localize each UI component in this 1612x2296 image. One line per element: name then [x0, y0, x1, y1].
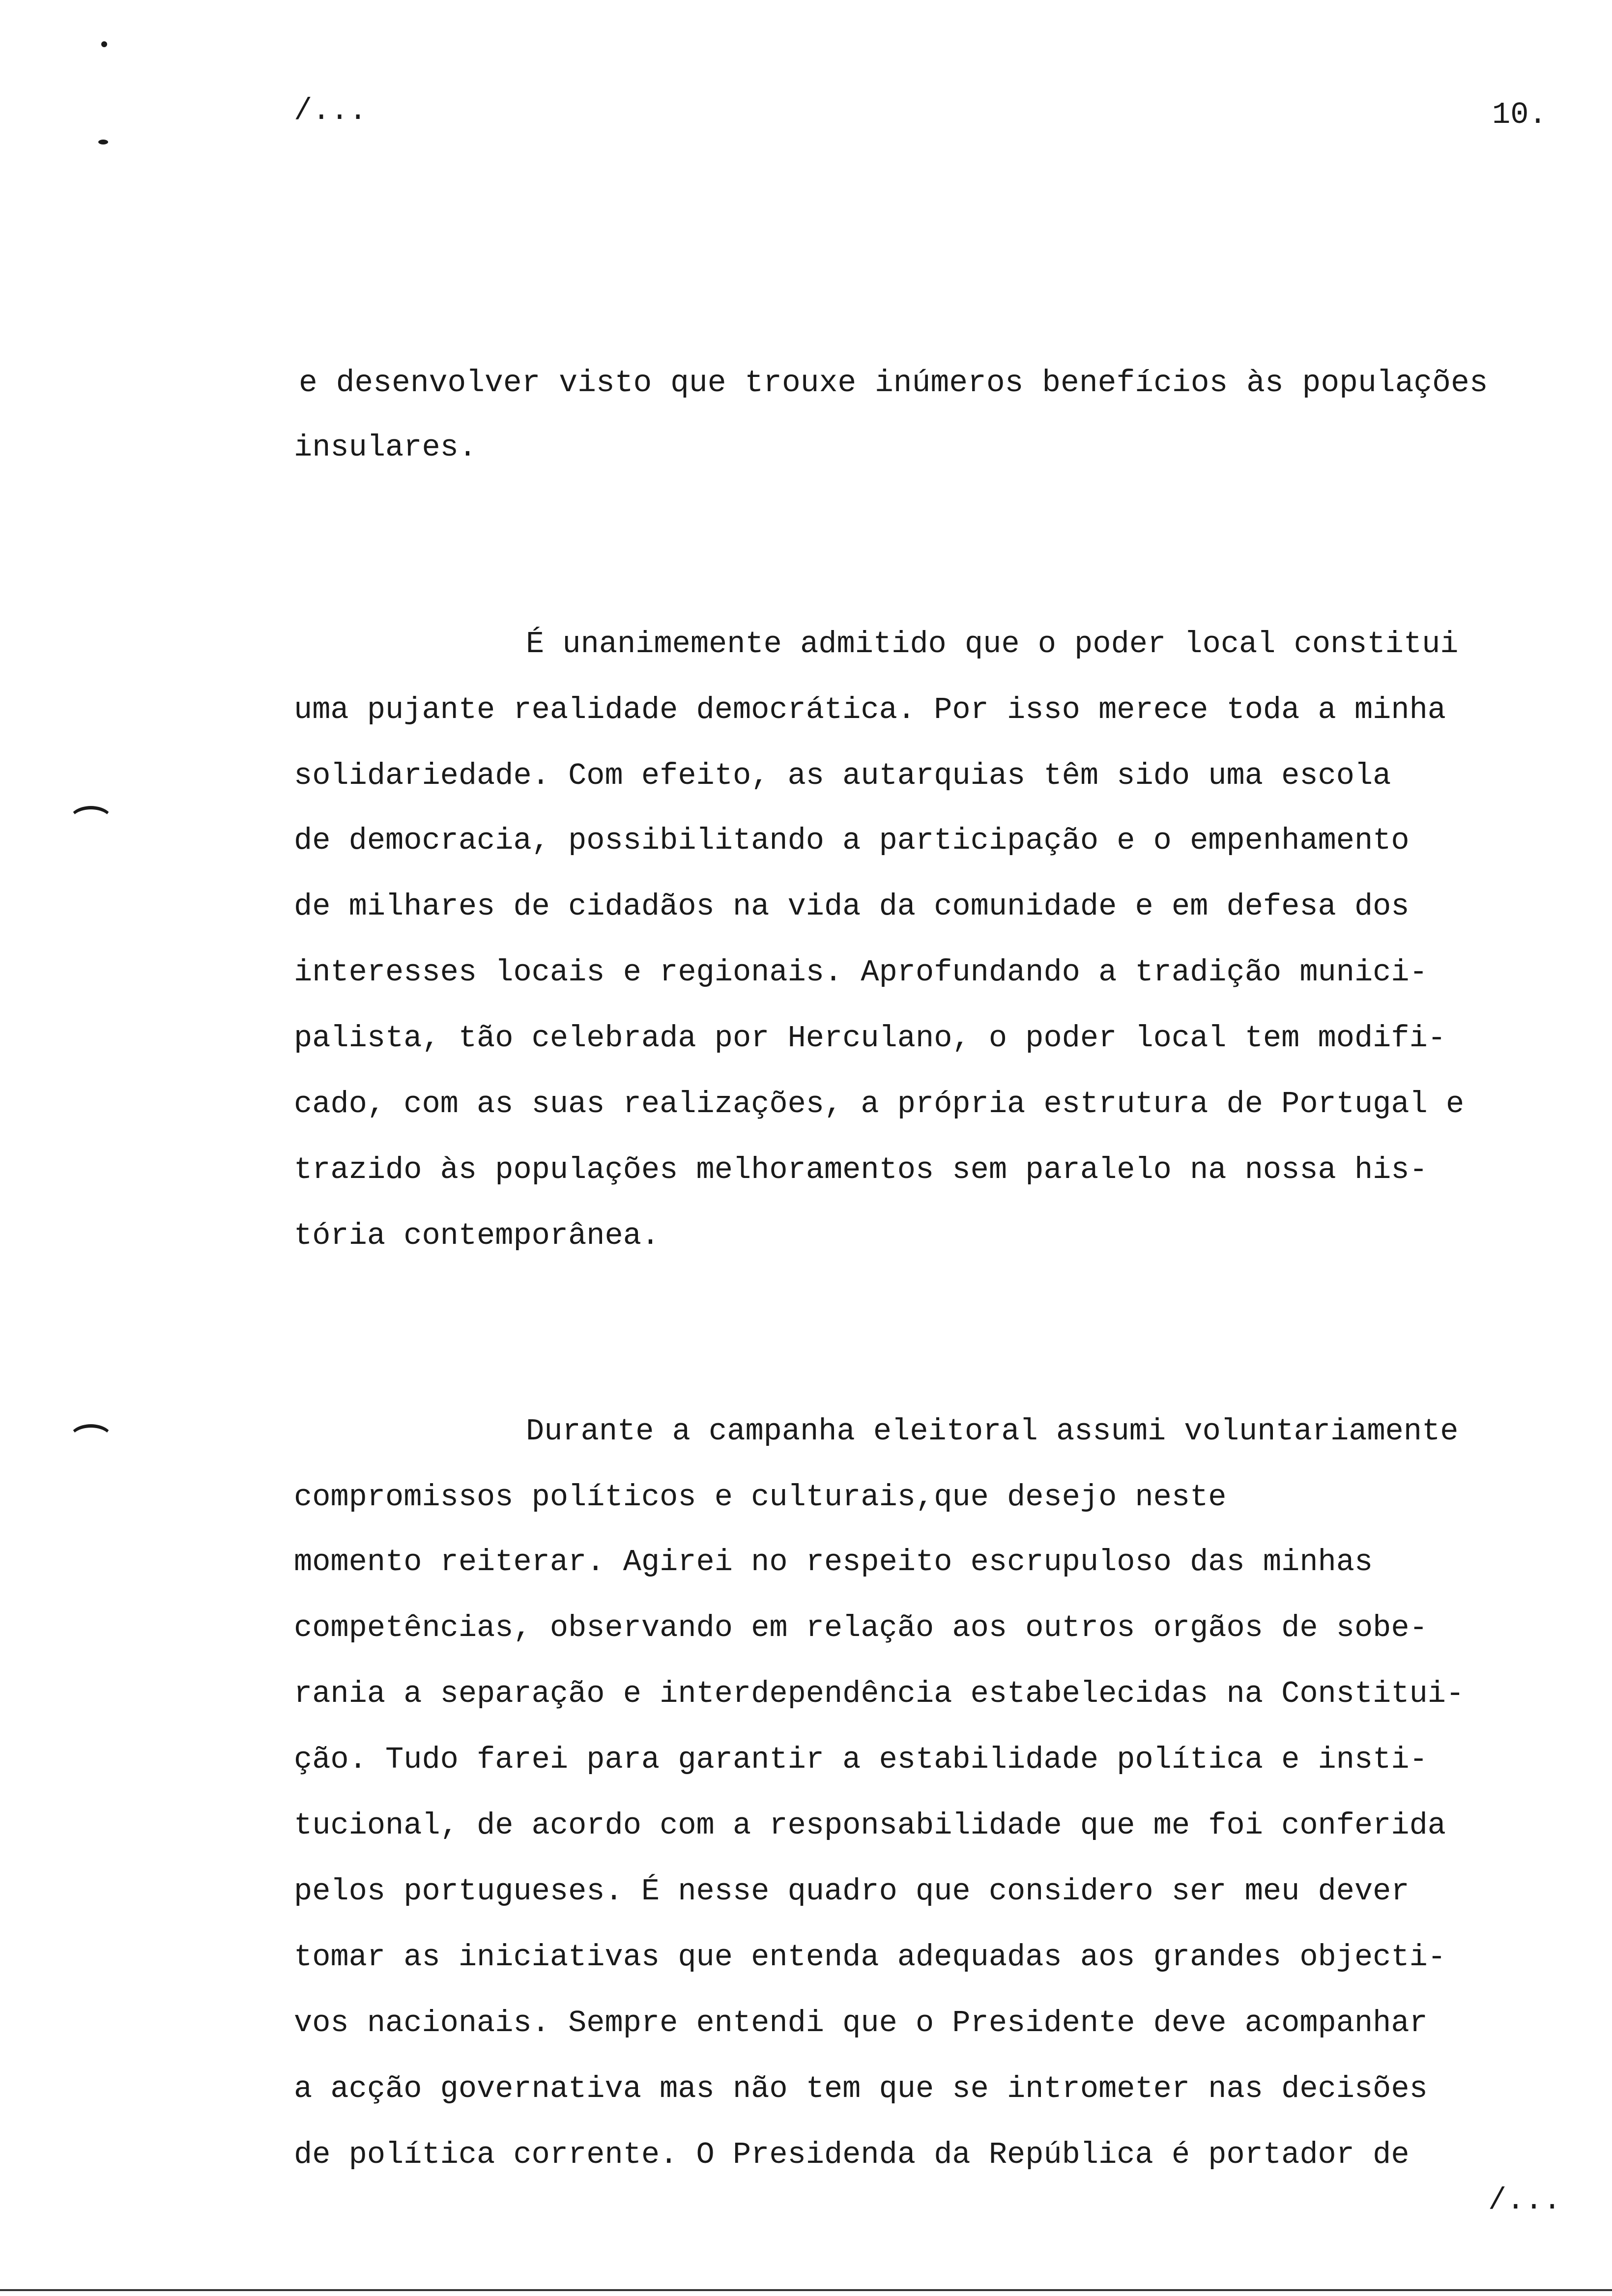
text-line: tucional, de acordo com a responsabilidade que me foi conferida: [294, 1808, 1446, 1843]
text-line: tória contemporânea.: [294, 1218, 660, 1253]
text-line: palista, tão celebrada por Herculano, o poder local tem modifi-: [294, 1021, 1446, 1056]
text-line: de política corrente. O Presidenda da República é portador de: [294, 2137, 1410, 2172]
margin-dash: [98, 140, 108, 144]
text-line: de milhares de cidadãos na vida da comunidade e em defesa dos: [294, 889, 1410, 924]
text-line: compromissos políticos e culturais,que desejo neste: [294, 1480, 1227, 1515]
text-line: uma pujante realidade democrática. Por isso merece toda a minha: [294, 692, 1446, 727]
bottom-edge-rule: [0, 2289, 1612, 2291]
text-line: de democracia, possibilitando a participação e o empenhamento: [294, 823, 1410, 858]
text-line: rania a separação e interdependência estabelecidas na Constitui-: [294, 1676, 1465, 1711]
text-line: cado, com as suas realizações, a própria estrutura de Portugal e: [294, 1087, 1465, 1121]
punch-hole-mark: [69, 1424, 113, 1454]
text-line: a acção governativa mas não tem que se intrometer nas decisões: [294, 2071, 1428, 2106]
text-line: momento reiterar. Agirei no respeito escrupuloso das minhas: [294, 1545, 1373, 1579]
page-number: 10.: [1492, 97, 1547, 132]
text-line: insulares.: [294, 430, 477, 465]
text-line: competências, observando em relação aos outros orgãos de sobe-: [294, 1610, 1428, 1645]
header-continuation: /...: [294, 93, 367, 128]
text-line: tomar as iniciativas que entenda adequadas aos grandes objecti-: [294, 1940, 1446, 1975]
text-line: vos nacionais. Sempre entendi que o Presidente deve acompanhar: [294, 2006, 1428, 2040]
paragraph-first-line: Durante a campanha eleitoral assumi voluntariamente: [526, 1414, 1459, 1449]
text-line: e desenvolver visto que trouxe inúmeros benefícios às populações: [299, 366, 1488, 401]
paragraph-first-line: É unanimemente admitido que o poder local constitui: [526, 627, 1459, 661]
text-line: ção. Tudo farei para garantir a estabilidade política e insti-: [294, 1742, 1428, 1777]
text-line: interesses locais e regionais. Aprofundando a tradição munici-: [294, 955, 1428, 990]
punch-hole-mark: [69, 806, 113, 835]
margin-dot: [101, 41, 107, 47]
text-line: trazido às populações melhoramentos sem paralelo na nossa his-: [294, 1152, 1428, 1187]
text-line: pelos portugueses. É nesse quadro que considero ser meu dever: [294, 1874, 1410, 1909]
text-line: solidariedade. Com efeito, as autarquias têm sido uma escola: [294, 758, 1391, 793]
footer-continuation: /...: [1488, 2183, 1561, 2218]
